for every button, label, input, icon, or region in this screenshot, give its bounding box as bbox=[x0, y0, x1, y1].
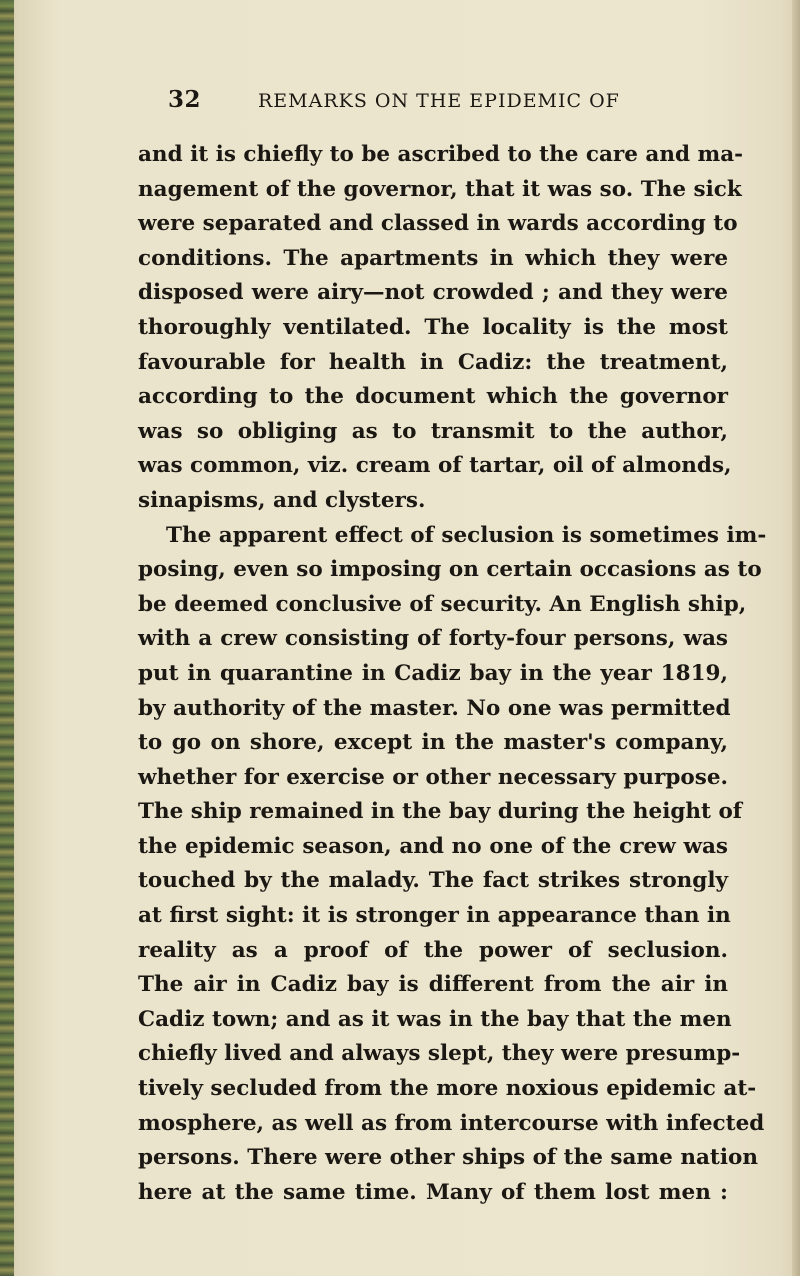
binding-edge bbox=[0, 0, 14, 1276]
page-edge bbox=[792, 0, 800, 1276]
text-line: put in quarantine in Cadiz bay in the year 1819, bbox=[138, 660, 728, 686]
text-line: The apparent effect of seclusion is sometimes im- bbox=[166, 522, 767, 548]
text-line: conditions. The apartments in which they were bbox=[138, 245, 728, 271]
text-line: by authority of the master. No one was permitted bbox=[138, 695, 731, 721]
text-line: disposed were airy—not crowded ; and they were bbox=[138, 280, 728, 306]
text-line: nagement of the governor, that it was so. The sick bbox=[138, 176, 742, 202]
text-line: posing, even so imposing on certain occasions as to bbox=[138, 557, 762, 583]
text-line: reality as a proof of the power of seclusion. bbox=[138, 937, 728, 963]
text-line: Cadiz town; and as it was in the bay that the men bbox=[138, 1006, 732, 1032]
text-line: was common, viz. cream of tartar, oil of almonds, bbox=[138, 453, 732, 479]
text-line: The air in Cadiz bay is different from the air in bbox=[138, 972, 728, 998]
text-line: whether for exercise or other necessary purpose. bbox=[138, 764, 729, 790]
text-line: with a crew consisting of forty-four persons, was bbox=[138, 626, 728, 652]
text-line: persons. There were other ships of the same nation bbox=[138, 1145, 758, 1171]
text-line: chiefly lived and always slept, they were presump- bbox=[138, 1041, 741, 1067]
text-line: were separated and classed in wards according to bbox=[138, 211, 738, 237]
text-line: mosphere, as well as from intercourse with infected bbox=[138, 1110, 765, 1136]
text-line: touched by the malady. The fact strikes strongly bbox=[138, 868, 728, 894]
text-line: favourable for health in Cadiz: the treatment, bbox=[138, 349, 728, 375]
text-line: and it is chiefly to be ascribed to the care and ma- bbox=[138, 142, 744, 167]
page-number: 32 bbox=[168, 86, 202, 113]
text-line: the epidemic season, and no one of the crew was bbox=[138, 833, 728, 859]
text-line: The ship remained in the bay during the height of bbox=[138, 799, 743, 825]
text-line: sinapisms, and clysters. bbox=[138, 487, 426, 513]
text-line: at first sight: it is stronger in appearance than in bbox=[138, 903, 731, 929]
page-header bbox=[168, 86, 688, 122]
text-line: thoroughly ventilated. The locality is the most bbox=[138, 314, 728, 340]
body-text bbox=[138, 138, 767, 1210]
text-line: was so obliging as to transmit to the author, bbox=[138, 418, 728, 444]
text-line: be deemed conclusive of security. An English ship, bbox=[138, 591, 747, 617]
text-line: tively secluded from the more noxious epidemic at- bbox=[138, 1076, 757, 1102]
text-line: here at the same time. Many of them lost men : bbox=[138, 1179, 728, 1205]
text-line: to go on shore, except in the master's company, bbox=[138, 730, 728, 756]
text-line: according to the document which the governor bbox=[138, 384, 728, 410]
running-title: REMARKS ON THE EPIDEMIC OF bbox=[258, 90, 620, 112]
